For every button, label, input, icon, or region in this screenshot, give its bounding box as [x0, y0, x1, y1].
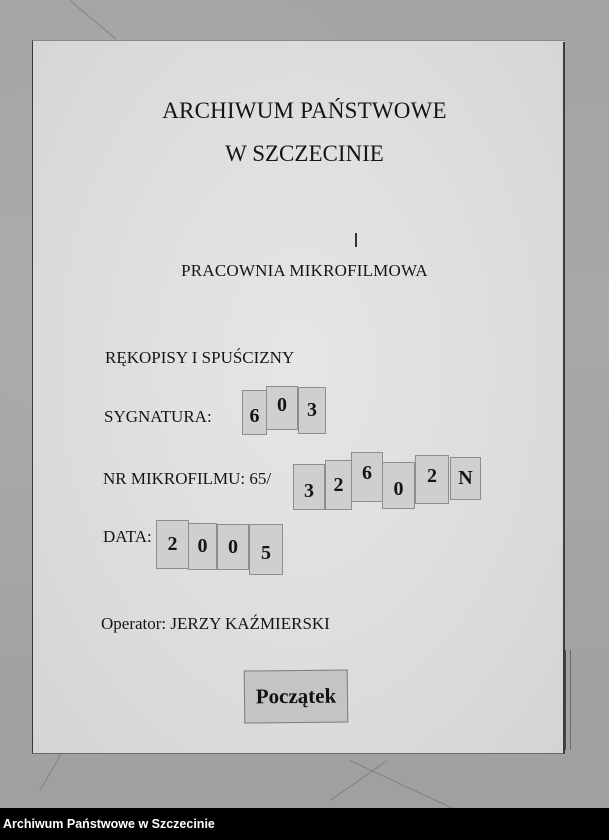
collection-label: RĘKOPISY I SPUŚCIZNY	[105, 348, 295, 367]
operator-name: Operator: JERZY KAŹMIERSKI	[101, 614, 330, 633]
scratch-mark	[350, 760, 459, 808]
start-marker: Początek	[244, 669, 349, 723]
paper-fold	[565, 650, 571, 750]
image-caption: Archiwum Państwowe w Szczecinie	[3, 817, 215, 831]
date-digit: 0	[188, 523, 217, 570]
microfilm-digit: 2	[415, 455, 449, 504]
scratch-mark	[330, 760, 388, 801]
microfilm-digit: 6	[351, 452, 383, 502]
pen-mark	[355, 233, 357, 247]
signature-label: SYGNATURA:	[104, 407, 212, 426]
signature-digit: 3	[298, 387, 326, 434]
date-digit: 0	[217, 524, 249, 570]
microfilm-digit: N	[450, 457, 481, 500]
microfilm-digit: 3	[293, 464, 325, 510]
microfilm-digit: 2	[325, 460, 352, 510]
archive-name-line2: W SZCZECINIE	[225, 141, 384, 166]
caption-bar	[0, 808, 609, 840]
date-digit: 2	[156, 520, 189, 569]
date-digit: 5	[249, 524, 283, 575]
microfilm-label: NR MIKROFILMU: 65/	[103, 469, 272, 488]
archive-name-line1: ARCHIWUM PAŃSTWOWE	[162, 98, 447, 123]
signature-digit: 6	[242, 390, 267, 435]
scratch-mark	[70, 0, 117, 39]
date-label: DATA:	[103, 527, 152, 546]
department-name: PRACOWNIA MIKROFILMOWA	[181, 261, 428, 280]
microfilm-digit: 0	[382, 462, 415, 509]
signature-digit: 0	[266, 386, 298, 430]
